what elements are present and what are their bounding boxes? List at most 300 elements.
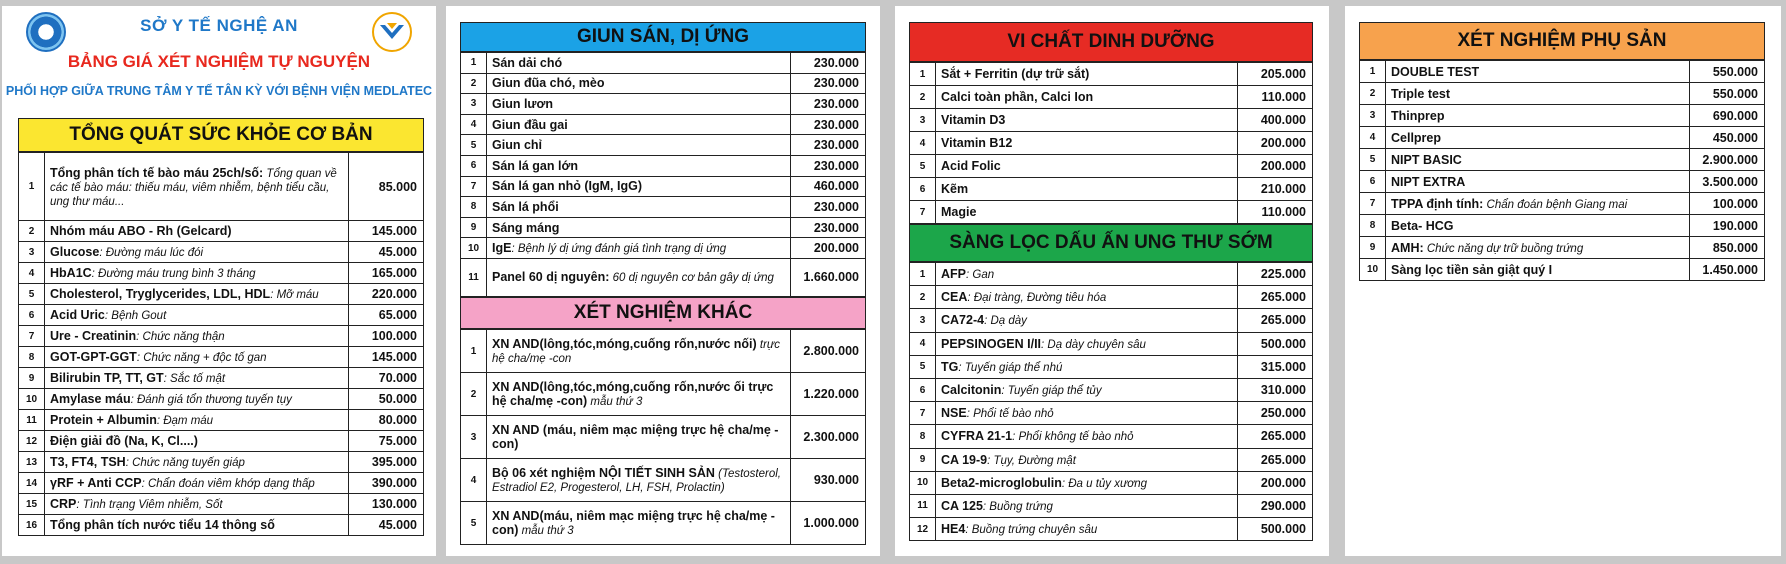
- test-name: [1386, 83, 1690, 105]
- test-name-bold: Sán dải chó: [492, 55, 563, 70]
- test-name: [936, 132, 1238, 155]
- test-price: 500.000: [1238, 332, 1313, 355]
- test-price: 1.220.000: [791, 373, 866, 416]
- test-name: [936, 109, 1238, 132]
- table-row: [910, 518, 1313, 541]
- test-price: 265.000: [1238, 309, 1313, 332]
- test-name-bold: Sán lá gan nhỏ (IgM, IgG): [492, 179, 642, 194]
- test-note: : Tụy, Đường mật: [987, 454, 1076, 467]
- row-number: 2: [910, 286, 936, 309]
- table-row: [19, 305, 424, 326]
- table-row: [910, 355, 1313, 378]
- test-name: [936, 286, 1238, 309]
- test-name: [45, 410, 349, 431]
- test-price: 230.000: [791, 197, 866, 218]
- table-row: [19, 389, 424, 410]
- test-note: : Chức năng + độc tố gan: [136, 352, 267, 364]
- test-name: [1386, 105, 1690, 127]
- table-tong-quat: [18, 152, 424, 536]
- test-name: [936, 425, 1238, 448]
- test-note: : Dạ dày chuyên sâu: [1041, 338, 1146, 351]
- row-number: 9: [1360, 237, 1386, 259]
- test-note: : Tình trạng Viêm nhiễm, Sốt: [76, 499, 223, 511]
- panel-vi-chat: [895, 6, 1329, 556]
- test-price: 230.000: [791, 94, 866, 115]
- table-row: [1360, 237, 1765, 259]
- table-row: [1360, 105, 1765, 127]
- row-number: 9: [19, 368, 45, 389]
- test-price: 110.000: [1238, 86, 1313, 109]
- test-name-bold: Ure - Creatinin: [50, 329, 137, 343]
- test-name-bold: Kẽm: [941, 182, 969, 196]
- table-row: [910, 63, 1313, 86]
- test-name-bold: Acid Uric: [50, 308, 105, 322]
- test-name-bold: Sàng lọc tiền sản giật quý I: [1391, 262, 1553, 277]
- test-price: 230.000: [791, 114, 866, 135]
- test-name-bold: TG: [941, 359, 959, 374]
- test-price: 225.000: [1238, 263, 1313, 286]
- table-row: [461, 73, 866, 94]
- table-row: [19, 515, 424, 536]
- test-price: 230.000: [791, 53, 866, 74]
- test-note: Tổng quan về các tế bào máu: thiếu máu, viêm nhiễm, bệnh tiểu cầu, ung thư máu...: [50, 167, 337, 208]
- test-note: : Đạm máu: [156, 415, 214, 427]
- test-name-bold: TPPA định tính:: [1391, 196, 1484, 211]
- test-name-bold: HbA1C: [50, 266, 92, 280]
- test-note: : Tuyến giáp thể tủy: [1001, 385, 1102, 398]
- test-name: [936, 448, 1238, 471]
- row-number: 5: [19, 284, 45, 305]
- test-note: : Đại tràng, Đường tiêu hóa: [967, 292, 1107, 305]
- table-row: [19, 452, 424, 473]
- test-name-bold: PEPSINOGEN I/II: [941, 336, 1042, 351]
- test-price: 230.000: [791, 135, 866, 156]
- test-name-bold: NIPT BASIC: [1391, 152, 1462, 167]
- test-name-bold: Beta2-microglobulin: [941, 475, 1062, 490]
- test-name-bold: γRF + Anti CCP: [50, 476, 142, 490]
- row-number: 3: [910, 309, 936, 332]
- table-row: [461, 94, 866, 115]
- test-price: 690.000: [1690, 105, 1765, 127]
- table-row: [19, 242, 424, 263]
- row-number: 10: [461, 238, 487, 259]
- table-row: [461, 373, 866, 416]
- test-price: 550.000: [1690, 83, 1765, 105]
- test-price: 200.000: [791, 238, 866, 259]
- test-note: : Đường máu trung bình 3 tháng: [91, 268, 256, 280]
- test-note: : Buồng trứng: [982, 500, 1053, 513]
- test-name: [45, 221, 349, 242]
- test-note: : Chức năng thận: [136, 331, 225, 343]
- table-row: [19, 410, 424, 431]
- test-note: : Buồng trứng chuyên sâu: [965, 524, 1098, 537]
- table-row: [461, 459, 866, 502]
- test-note: : Chức năng tuyến giáp: [125, 457, 245, 469]
- test-name: [487, 94, 791, 115]
- table-row: [19, 221, 424, 242]
- test-name: [45, 494, 349, 515]
- table-row: [910, 402, 1313, 425]
- test-price: 390.000: [349, 473, 424, 494]
- test-name: [487, 53, 791, 74]
- test-name: [936, 178, 1238, 201]
- test-name-bold: Giun đầu gai: [492, 117, 568, 132]
- table-row: [910, 109, 1313, 132]
- table-row: [910, 201, 1313, 224]
- table-row: [461, 135, 866, 156]
- table-row: [461, 416, 866, 459]
- test-price: 45.000: [349, 515, 424, 536]
- test-name: [45, 153, 349, 221]
- test-name-bold: Magie: [941, 205, 977, 219]
- table-row: [19, 263, 424, 284]
- table-row: [910, 178, 1313, 201]
- test-name: [936, 263, 1238, 286]
- row-number: 11: [19, 410, 45, 431]
- test-name-bold: Nhóm máu ABO - Rh (Gelcard): [50, 224, 232, 238]
- table-row: [461, 238, 866, 259]
- test-name: [1386, 193, 1690, 215]
- test-price: 3.500.000: [1690, 171, 1765, 193]
- test-name-bold: CRP: [50, 497, 77, 511]
- test-price: 190.000: [1690, 215, 1765, 237]
- test-name: [487, 217, 791, 238]
- test-name: [487, 73, 791, 94]
- row-number: 15: [19, 494, 45, 515]
- table-row: [910, 309, 1313, 332]
- price-list-title: BẢNG GIÁ XÉT NGHIỆM TỰ NGUYỆN: [67, 52, 371, 71]
- row-number: 2: [461, 373, 487, 416]
- test-note: : Đánh giá tổn thương tuyến tụy: [130, 394, 292, 406]
- test-name-bold: Cellprep: [1391, 130, 1442, 145]
- table-vi-chat: [909, 62, 1313, 224]
- table-row: [1360, 61, 1765, 83]
- test-name-bold: CA72-4: [941, 313, 985, 328]
- row-number: 10: [1360, 259, 1386, 281]
- test-note: : Phổi tế bào nhỏ: [966, 408, 1054, 421]
- table-row: [461, 53, 866, 74]
- row-number: 4: [1360, 127, 1386, 149]
- table-row: [1360, 171, 1765, 193]
- table-row: [461, 330, 866, 373]
- row-number: 3: [461, 416, 487, 459]
- test-note: : Bệnh lý dị ứng đánh giá tình trạng dị ứng: [511, 243, 727, 256]
- row-number: 7: [910, 402, 936, 425]
- test-note: : Chẩn đoán viêm khớp dạng thấp: [141, 478, 315, 490]
- test-name-bold: Tổng phân tích tế bào máu 25ch/số:: [50, 165, 264, 180]
- table-row: [461, 258, 866, 296]
- test-name: [487, 459, 791, 502]
- test-note: : Đường máu lúc đói: [99, 247, 204, 259]
- test-name-bold: Bilirubin TP, TT, GT: [50, 371, 164, 385]
- test-name-bold: NSE: [941, 406, 967, 421]
- row-number: 4: [461, 114, 487, 135]
- test-note: : Gan: [966, 269, 995, 282]
- test-name: [1386, 259, 1690, 281]
- test-name-bold: Thinprep: [1391, 108, 1445, 123]
- test-name: [936, 518, 1238, 541]
- test-name-bold: Cholesterol, Tryglycerides, LDL, HDL: [50, 287, 271, 301]
- table-row: [461, 197, 866, 218]
- table-khac: [460, 329, 866, 545]
- row-number: 12: [910, 518, 936, 541]
- row-number: 9: [910, 448, 936, 471]
- test-note: : Đa u tủy xương: [1061, 477, 1148, 490]
- row-number: 11: [461, 258, 487, 296]
- test-name-bold: XN AND(lông,tóc,móng,cuống rốn,nước ối trực hệ cha/mẹ -con): [492, 380, 774, 408]
- test-name: [936, 86, 1238, 109]
- row-number: 2: [1360, 83, 1386, 105]
- row-number: 5: [1360, 149, 1386, 171]
- test-price: 85.000: [349, 153, 424, 221]
- section-title-phu-san: XÉT NGHIỆM PHỤ SẢN: [1359, 22, 1765, 60]
- test-name: [1386, 149, 1690, 171]
- table-row: [1360, 149, 1765, 171]
- panel-phu-san: [1345, 6, 1781, 556]
- test-price: 70.000: [349, 368, 424, 389]
- test-note: : Sắc tố mật: [163, 373, 226, 385]
- test-price: 1.000.000: [791, 502, 866, 545]
- test-name-bold: XN AND: [492, 337, 540, 351]
- test-name: [487, 238, 791, 259]
- test-note: 60 dị nguyên cơ bản gây dị ứng: [609, 272, 774, 285]
- row-number: 6: [910, 178, 936, 201]
- test-name: [936, 471, 1238, 494]
- table-row: [910, 86, 1313, 109]
- test-name-bold: GOT-GPT-GGT: [50, 350, 137, 364]
- table-phu-san: [1359, 60, 1765, 281]
- test-name: [487, 155, 791, 176]
- test-name-bold: Glucose: [50, 245, 100, 259]
- test-price: 400.000: [1238, 109, 1313, 132]
- test-price: 130.000: [349, 494, 424, 515]
- table-giun-san: [460, 52, 866, 297]
- test-name: [45, 515, 349, 536]
- row-number: 3: [461, 94, 487, 115]
- panel-tong-quat: [2, 6, 436, 556]
- table-row: [1360, 127, 1765, 149]
- test-price: 460.000: [791, 176, 866, 197]
- test-note: Chẩn đoán bệnh Giang mai: [1483, 198, 1628, 211]
- table-row: [1360, 83, 1765, 105]
- row-number: 6: [1360, 171, 1386, 193]
- table-row: [910, 378, 1313, 401]
- test-price: 230.000: [791, 155, 866, 176]
- test-name-bold: CA 19-9: [941, 452, 988, 467]
- table-row: [1360, 215, 1765, 237]
- test-name-bold: CEA: [941, 290, 968, 305]
- row-number: 11: [910, 494, 936, 517]
- test-name: [936, 63, 1238, 86]
- row-number: 5: [910, 355, 936, 378]
- section-title-ung-thu: SÀNG LỌC DẤU ẤN UNG THƯ SỚM: [909, 224, 1313, 262]
- test-price: 230.000: [791, 73, 866, 94]
- test-name-bold: Tổng phân tích nước tiểu 14 thông số: [50, 518, 275, 532]
- test-price: 210.000: [1238, 178, 1313, 201]
- row-number: 8: [910, 425, 936, 448]
- row-number: 10: [19, 389, 45, 410]
- row-number: 4: [19, 263, 45, 284]
- table-row: [1360, 193, 1765, 215]
- test-name: [936, 402, 1238, 425]
- test-price: 80.000: [349, 410, 424, 431]
- test-price: 395.000: [349, 452, 424, 473]
- test-price: 500.000: [1238, 518, 1313, 541]
- test-name: [487, 197, 791, 218]
- test-name: [487, 502, 791, 545]
- test-price: 930.000: [791, 459, 866, 502]
- table-row: [910, 332, 1313, 355]
- test-name: [45, 452, 349, 473]
- test-note: : Tuyến giáp thể nhú: [958, 361, 1063, 374]
- row-number: 9: [461, 217, 487, 238]
- test-name: [936, 155, 1238, 178]
- test-name-bold: Triple test: [1391, 86, 1451, 101]
- test-price: 145.000: [349, 347, 424, 368]
- test-price: 1.450.000: [1690, 259, 1765, 281]
- row-number: 1: [1360, 61, 1386, 83]
- test-name-bold: Sắt + Ferritin (dự trữ sắt): [941, 67, 1090, 81]
- row-number: 2: [910, 86, 936, 109]
- test-name-bold: Giun đũa chó, mèo: [492, 76, 605, 91]
- row-number: 14: [19, 473, 45, 494]
- test-name: [936, 332, 1238, 355]
- section-title-vi-chat: VI CHẤT DINH DƯỠNG: [909, 22, 1313, 62]
- test-price: 100.000: [349, 326, 424, 347]
- test-name-bold: T3, FT4, TSH: [50, 455, 126, 469]
- test-name-bold: NIPT EXTRA: [1391, 174, 1466, 189]
- row-number: 5: [461, 502, 487, 545]
- test-name: [936, 309, 1238, 332]
- test-price: 110.000: [1238, 201, 1313, 224]
- table-row: [910, 263, 1313, 286]
- test-name-bold: Điện giải đồ (Na, K, Cl....): [50, 434, 198, 448]
- test-price: 315.000: [1238, 355, 1313, 378]
- row-number: 16: [19, 515, 45, 536]
- test-name-bold: Beta- HCG: [1391, 218, 1454, 233]
- table-row: [1360, 259, 1765, 281]
- test-name: [1386, 171, 1690, 193]
- test-name: [45, 368, 349, 389]
- row-number: 5: [461, 135, 487, 156]
- table-row: [461, 502, 866, 545]
- test-name-bold: Panel 60 dị nguyên:: [492, 270, 610, 285]
- test-name: [45, 242, 349, 263]
- table-row: [19, 473, 424, 494]
- test-name-bold: Giun chỉ: [492, 138, 542, 153]
- test-price: 2.800.000: [791, 330, 866, 373]
- row-number: 6: [19, 305, 45, 326]
- test-name-bold: CYFRA 21-1: [941, 429, 1013, 444]
- table-ung-thu: [909, 262, 1313, 541]
- row-number: 8: [1360, 215, 1386, 237]
- test-name-bold: Acid Folic: [941, 159, 1001, 173]
- table-row: [910, 425, 1313, 448]
- test-name-bold: Vitamin B12: [941, 136, 1013, 150]
- test-note: mẫu thứ 3: [518, 525, 574, 537]
- test-name: [487, 258, 791, 296]
- row-number: 1: [910, 263, 936, 286]
- row-number: 12: [19, 431, 45, 452]
- table-row: [19, 494, 424, 515]
- test-note: : Dạ dày: [984, 315, 1027, 328]
- test-name: [936, 378, 1238, 401]
- test-name: [1386, 215, 1690, 237]
- test-name-bold: Protein + Albumin: [50, 413, 157, 427]
- test-price: 265.000: [1238, 448, 1313, 471]
- row-number: 7: [461, 176, 487, 197]
- row-number: 7: [19, 326, 45, 347]
- test-price: 75.000: [349, 431, 424, 452]
- test-price: 230.000: [791, 217, 866, 238]
- test-name-bold: Calci toàn phần, Calci Ion: [941, 90, 1094, 104]
- test-price: 2.300.000: [791, 416, 866, 459]
- test-name: [45, 263, 349, 284]
- test-name: [1386, 61, 1690, 83]
- test-name-bold: Sáng máng: [492, 220, 560, 235]
- table-row: [910, 155, 1313, 178]
- test-name-bold: Sán lá phổi: [492, 199, 559, 214]
- test-name: [487, 176, 791, 197]
- department-title: SỞ Y TẾ NGHỆ AN: [140, 16, 298, 35]
- test-name: [45, 473, 349, 494]
- test-note: mẫu thứ 3: [587, 396, 643, 408]
- test-name: [487, 135, 791, 156]
- row-number: 13: [19, 452, 45, 473]
- row-number: 2: [461, 73, 487, 94]
- test-name: [1386, 127, 1690, 149]
- section-title-khac: XÉT NGHIỆM KHÁC: [460, 297, 866, 329]
- test-name: [45, 284, 349, 305]
- table-row: [910, 132, 1313, 155]
- row-number: 4: [910, 132, 936, 155]
- table-row: [910, 448, 1313, 471]
- table-row: [910, 471, 1313, 494]
- row-number: 5: [910, 155, 936, 178]
- test-name: [487, 416, 791, 459]
- test-price: 205.000: [1238, 63, 1313, 86]
- test-name: [45, 389, 349, 410]
- test-price: 850.000: [1690, 237, 1765, 259]
- test-price: 200.000: [1238, 471, 1313, 494]
- test-name: [487, 330, 791, 373]
- test-name-bold: Sán lá gan lớn: [492, 158, 578, 173]
- test-name-bold: Amylase máu: [50, 392, 131, 406]
- table-row: [910, 494, 1313, 517]
- test-name-bold: AFP: [941, 267, 966, 282]
- test-name: [1386, 237, 1690, 259]
- test-price: 100.000: [1690, 193, 1765, 215]
- test-name: [487, 373, 791, 416]
- test-price: 265.000: [1238, 425, 1313, 448]
- test-note: (Testosterol, Estradiol E2, Progesterol, LH, FSH, Prolactin): [492, 468, 781, 494]
- table-row: [910, 286, 1313, 309]
- test-price: 290.000: [1238, 494, 1313, 517]
- test-name-bold-extra: (lông,tóc,móng,cuống rốn,nước nối): [539, 337, 757, 351]
- test-name-bold: Bộ 06 xét nghiệm NỘI TIẾT SINH SẢN: [492, 466, 715, 480]
- row-number: 4: [910, 332, 936, 355]
- table-row: [461, 176, 866, 197]
- table-row: [461, 217, 866, 238]
- test-name-bold: HE4: [941, 522, 966, 537]
- partnership-subtitle: PHỐI HỢP GIỮA TRUNG TÂM Y TẾ TÂN KỲ VỚI BỆNH VIỆN MEDLATEC: [5, 84, 433, 98]
- test-price: 220.000: [349, 284, 424, 305]
- row-number: 6: [461, 155, 487, 176]
- row-number: 7: [910, 201, 936, 224]
- test-price: 45.000: [349, 242, 424, 263]
- test-name-bold: Giun lươn: [492, 96, 553, 111]
- row-number: 1: [910, 63, 936, 86]
